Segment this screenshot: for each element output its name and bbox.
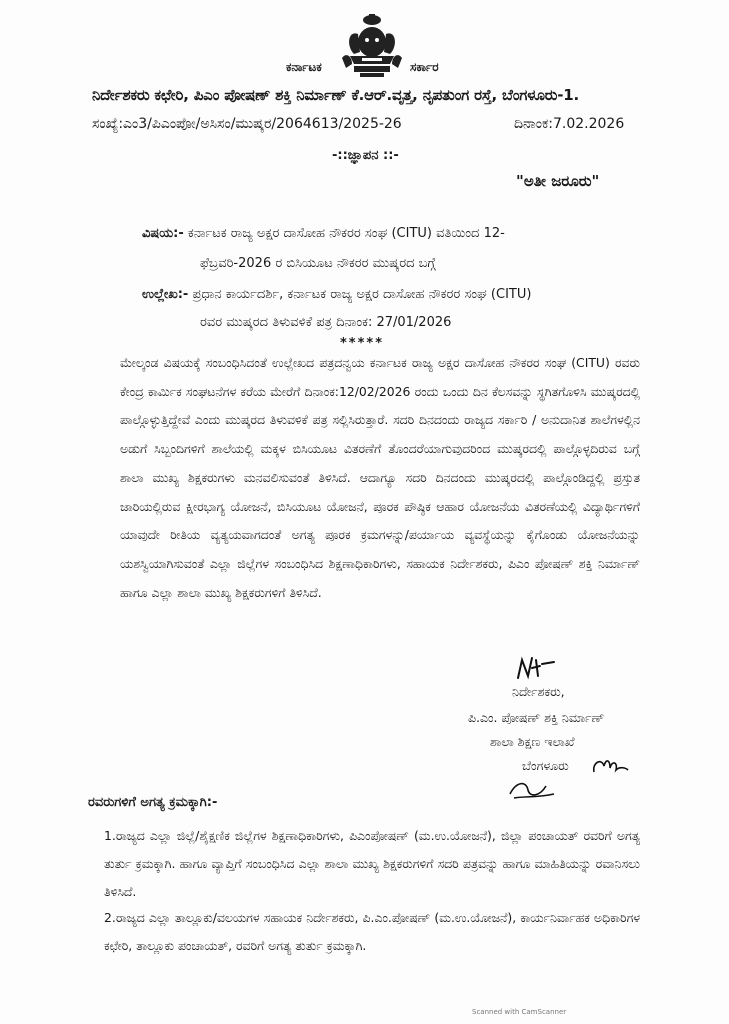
reference-number: ಸಂಖ್ಯೆ:ಎಂ3/ಪಿಎಂಪೋ/ಅಸಿಸಂ/ಮುಷ್ಕರ/2064613/2025-26 bbox=[92, 116, 402, 132]
handwritten-signature-icon bbox=[590, 754, 630, 778]
signatory-city: ಬೆಂಗಳೂರು bbox=[522, 758, 569, 773]
signatory-department: ಪಿ.ಎಂ. ಪೋಷಣ್ ಶಕ್ತಿ ನಿರ್ಮಾಣ್ bbox=[468, 710, 605, 725]
separator-stars: ***** bbox=[340, 336, 384, 351]
copy-to-item-1: 1.ರಾಜ್ಯದ ಎಲ್ಲಾ ಜಿಲ್ಲೆ/ಶೈಕ್ಷಣಿಕ ಜಿಲ್ಲೆಗಳ ಶಿಕ್ಷಣಾಧಿಕಾರಿಗಳು, ಪಿಎಂಪೋಷಣ್ (ಮ.ಉ.ಯೋಜನೆ), ಜಿಲ್ಲಾ ಪಂಚಾಯತ್ ರವರಿಗೆ ಅಗತ್ಯ ತುರ್ತು ಕ್ರಮಕ್ಕಾಗಿ. ಹಾಗೂ ವ್ಯಾಪ್ತಿಗೆ ಸಂಬಂಧಿಸಿದ ಎಲ್ಲಾ ಶಾಲಾ ಮುಖ್ಯ ಶಿಕ್ಷಕರುಗಳಿಗೆ ಸದರಿ ಪತ್ರವನ್ನು ಹಾಗೂ ಮಾಹಿತಿಯನ್ನು ರವಾನಿಸಲು ತಿಳಿಸಿದೆ. bbox=[104, 828, 640, 899]
notice-title: -::ಜ್ಞಾಪನ ::- bbox=[332, 148, 399, 163]
handwritten-scribble-icon bbox=[506, 776, 558, 802]
copy-to-item-2: 2.ರಾಜ್ಯದ ಎಲ್ಲಾ ತಾಲ್ಲೂಕು/ವಲಯಗಳ ಸಹಾಯಕ ನಿರ್ದೇಶಕರು, ಪಿ.ಎಂ.ಪೋಷಣ್ (ಮ.ಉ.ಯೋಜನೆ), ಕಾರ್ಯನಿರ್ವಾಹಕ ಅಧಿಕಾರಿಗಳ ಕಛೇರಿ, ತಾಲ್ಲೂಕು ಪಂಚಾಯತ್, ರವರಿಗೆ ಅಗತ್ಯ ತುರ್ತು ಕ್ರಮಕ್ಕಾಗಿ. bbox=[104, 910, 640, 953]
reference-label: ಉಲ್ಲೇಖ:- bbox=[142, 287, 189, 302]
subject-text-2: ಫೆಬ್ರವರಿ-2026 ರ ಬಿಸಿಯೂಟ ನೌಕರರ ಮುಷ್ಕರದ ಬಗ್ಗೆ bbox=[200, 256, 436, 271]
scanner-watermark: Scanned with CamScanner bbox=[472, 1008, 567, 1016]
copy-to-heading: ರವರುಗಳಿಗೆ ಅಗತ್ಯ ಕ್ರಮಕ್ಕಾಗಿ:- bbox=[88, 795, 218, 810]
signatory-division: ಶಾಲಾ ಶಿಕ್ಷಣ ಇಲಾಖೆ bbox=[490, 734, 575, 749]
government-label-left: ಕರ್ನಾಟಕ bbox=[286, 60, 322, 74]
document-date: ದಿನಾಂಕ:7.02.2026 bbox=[514, 116, 625, 132]
reference-text-1: ಪ್ರಧಾನ ಕಾರ್ಯದರ್ಶಿ, ಕರ್ನಾಟಕ ರಾಜ್ಯ ಅಕ್ಷರ ದಾಸೋಹ ನೌಕರರ ಸಂಘ (CITU) bbox=[192, 287, 532, 302]
subject-label: ವಿಷಯ:- bbox=[142, 226, 184, 241]
reference-line-1 bbox=[142, 287, 531, 302]
karnataka-emblem-icon bbox=[340, 12, 404, 78]
body-paragraph: ಮೇಲ್ಕಂಡ ವಿಷಯಕ್ಕೆ ಸಂಬಂಧಿಸಿದಂತೆ ಉಲ್ಲೇಖದ ಪತ್ರದನ್ವಯ ಕರ್ನಾಟಕ ರಾಜ್ಯ ಅಕ್ಷರ ದಾಸೋಹ ನೌಕರರ ಸಂಘ (CITU) ರವರು ಕೇಂದ್ರ ಕಾರ್ಮಿಕ ಸಂಘಟನೆಗಳ ಕರೆಯ ಮೇರೆಗೆ ದಿನಾಂಕ:12/02/2026 ರಂದು ಒಂದು ದಿನ ಕೆಲಸವನ್ನು ಸ್ಥಗಿತಗೊಳಿಸಿ ಮುಷ್ಕರದಲ್ಲಿ ಪಾಲ್ಗೊಳ್ಳುತ್ತಿದ್ದೇವೆ ಎಂದು ಮುಷ್ಕರದ ತಿಳುವಳಿಕೆ ಪತ್ರ ಸಲ್ಲಿಸಿರುತ್ತಾರೆ. ಸದರಿ ದಿನದಂದು ರಾಜ್ಯದ ಸರ್ಕಾರಿ / ಅನುದಾನಿತ ಶಾಲೆಗಳಲ್ಲಿನ ಅಡುಗೆ ಸಿಬ್ಬಂದಿಗಳಿಗೆ ಶಾಲೆಯಲ್ಲಿ ಮಕ್ಕಳ ಬಿಸಿಯೂಟ ವಿತರಣೆಗೆ ತೊಂದರೆಯಾಗುವುದರಿಂದ ಮುಷ್ಕರದಲ್ಲಿ ಪಾಲ್ಗೊಳ್ಳದಿರುವ ಬಗ್ಗೆ ಶಾಲಾ ಮುಖ್ಯ ಶಿಕ್ಷಕರುಗಳು ಮನವಲಿಸುವಂತೆ ತಿಳಿಸಿದೆ. ಆದಾಗ್ಯೂ ಸದರಿ ದಿನದಂದು ಮುಷ್ಕರದಲ್ಲಿ ಪಾಲ್ಗೊಂಡಿದ್ದಲ್ಲಿ ಪ್ರಸ್ತುತ ಜಾರಿಯಲ್ಲಿರುವ ಕ್ಷೀರಭಾಗ್ಯ ಯೋಜನೆ, ಬಿಸಿಯೂಟ ಯೋಜನೆ, ಪೂರಕ ಪೌಷ್ಠಿಕ ಆಹಾರ ಯೋಜನೆಯ ವಿತರಣೆಯಲ್ಲಿ ವಿದ್ಯಾರ್ಥಿಗಳಿಗೆ ಯಾವುದೇ ರೀತಿಯ ವ್ಯತ್ಯಯವಾಗದಂತೆ ಅಗತ್ಯ ಪೂರಕ ಕ್ರಮಗಳನ್ನು/ಪರ್ಯಾಯ ವ್ಯವಸ್ಥೆಯನ್ನು ಕೈಗೊಂಡು ಯೋಜನೆಯನ್ನು ಯಶಸ್ವಿಯಾಗಿಸುವಂತೆ ಎಲ್ಲಾ ಜಿಲ್ಲೆಗಳ ಸಂಬಂಧಿಸಿದ ಶಿಕ್ಷಣಾಧಿಕಾರಿಗಳು, ಸಹಾಯಕ ನಿರ್ದೇಶಕರು, ಪಿಎಂ ಪೋಷಣ್ ಶಕ್ತಿ ನಿರ್ಮಾಣ್ ಹಾಗೂ ಎಲ್ಲಾ ಶಾಲಾ ಮುಖ್ಯ ಶಿಕ್ಷಕರುಗಳಿಗೆ ತಿಳಿಸಿದೆ. bbox=[120, 355, 640, 600]
subject-line-1 bbox=[142, 226, 505, 241]
subject-text-1: ಕರ್ನಾಟಕ ರಾಜ್ಯ ಅಕ್ಷರ ದಾಸೋಹ ನೌಕರರ ಸಂಘ (CITU) ವತಿಯಿಂದ 12- bbox=[187, 226, 505, 241]
government-label-right: ಸರ್ಕಾರ bbox=[410, 60, 439, 74]
office-address: ನಿರ್ದೇಶಕರು ಕಛೇರಿ, ಪಿಎಂ ಪೋಷಣ್ ಶಕ್ತಿ ನಿರ್ಮಾಣ್ ಕೆ.ಆರ್.ವೃತ್ತ, ನೃಪತುಂಗ ರಸ್ತೆ, ಬೆಂಗಳೂರು-1. bbox=[92, 86, 579, 104]
reference-text-2: ರವರ ಮುಷ್ಕರದ ತಿಳುವಳಿಕೆ ಪತ್ರ ದಿನಾಂಕ: 27/01/2026 bbox=[200, 315, 452, 330]
signatory-title: ನಿರ್ದೇಶಕರು, bbox=[512, 684, 565, 699]
urgent-label: "ಅತೀ ಜರೂರು" bbox=[516, 172, 600, 190]
initials-signature-icon bbox=[514, 654, 558, 682]
